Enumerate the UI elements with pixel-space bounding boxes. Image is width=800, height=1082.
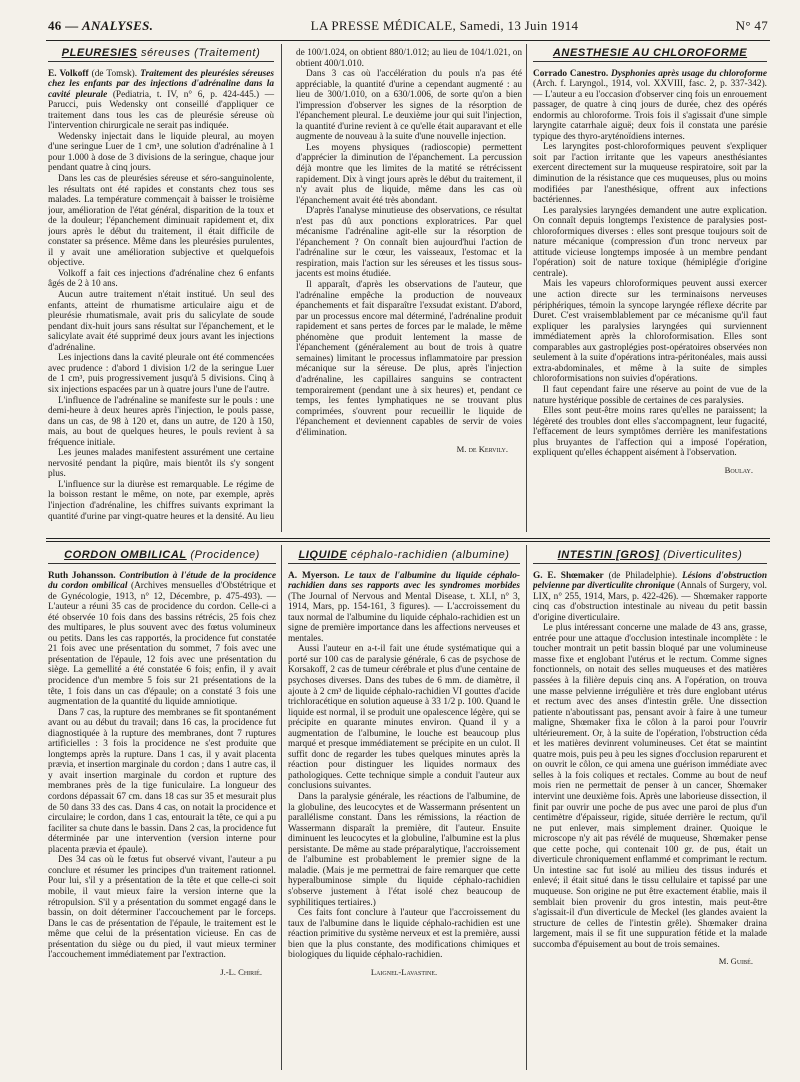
paragraph: Les laryngites post-chloroformiques peuvent s'expliquer soit par l'action irritante que les vapeurs anesthésiantes exercent directement sur la muqueuse respiratoire, soit par la diminution de la résistance que ces muqueuses, plus ou moins modifiées par l'anesthésique, offrent aux infections bactériennes. xyxy=(533,142,767,206)
page-number-section: 46 — ANALYSES. xyxy=(48,18,154,33)
author-signature: J.-L. Chirié. xyxy=(220,966,262,977)
article-lead: A. Myerson. Le taux de l'albumine du liquide céphalo-rachidien dans ses rapports avec les syndromes morbides (The Journal of Nervous and Mental Disease, t. XLI, n° 3, 1914, Mars, pp. 154-161, 3 figures). — L'accroissement du taux normal de l'albumine du liquide céphalo-rachidien est un signe de première importance dans les affections nerveuses et mentales. xyxy=(288,570,520,644)
header-rule xyxy=(46,40,770,41)
section-title: CORDON OMBILICAL (Procidence) xyxy=(48,550,276,564)
column-divider xyxy=(526,545,527,1070)
article-liquide xyxy=(288,550,520,1075)
article-anesthesie xyxy=(533,48,767,534)
paragraph: Mais les vapeurs chloroformiques peuvent aussi exercer une action directe sur les terminaisons nerveuses périphériques, témoin la syncope laryngée réflexe décrite par Duret. C'est vraisemblablement par ce mécanisme qu'il faut expliquer les paralysies laryngées qui surviennent immédiatement après la chloroformisation. Elles sont comparables aux gastroplégies post-opératoires observées non seulement à la suite d'opérations intra-péritonéales, mais aussi extra-abdominales, et même à la suite de simples chloroformisations non suivies d'opérations. xyxy=(533,279,767,385)
section-title: PLEURÉSIES séreuses (Traitement) xyxy=(48,48,274,62)
paragraph: Les moyens physiques (radioscopie) permettent d'apprécier la diminution de l'épanchement. La percussion déjà montre que les limites de la matité se rétrécissent rapidement. Dix à vingt jours après le début du traitement, il n'y avait plus de liquide, même dans les cas où l'épanchement avait été très abondant. xyxy=(296,142,522,206)
issue-number: N° 47 xyxy=(735,18,768,33)
journal-date xyxy=(311,18,579,34)
article-lead: Ruth Johansson. Contribution à l'étude de la procidence du cordon ombilical (Archives mensuelles d'Obstétrique et de Gynécologie, 1913, n° 12, Décembre, p. 475-493). — L'auteur a réuni 35 cas de procidence du cordon. Celle-ci a été observée 10 fois dans des bassins rétrécis, 25 fois chez des multipares, le plus souvent avec des fœtus volumineux ou petits. Dans les cas rapportés, la procidence fut constatée 21 fois avec une présentation du sommet, 7 fois avec une présentation de l'épaule, 12 fois avec une présentation du siège. La gemellité a été constatée 6 fois; enfin, il y avait procidence d'un membre 5 fois sur 21 présentations de la tête, 1 fois dans un cas d'épaule; on a constaté 3 fois une augmentation de la quantité du liquide amniotique. xyxy=(48,570,276,708)
section-title: INTESTIN [GROS] (Diverticulites) xyxy=(533,550,767,564)
author-signature: M. de Kervily. xyxy=(456,444,508,455)
section-title: ANESTHÉSIE AU CHLOROFORME xyxy=(533,48,767,62)
paragraph: Il apparaît, d'après les observations de l'auteur, que l'adrénaline empêche la production de nouveaux épanchements et fait disparaître l'exsudat existant. D'abord, par un processus encore mal déterminé, l'adrénaline produit rapidement et sans pertes de forces par le malade, le même phénomène que produit lentement la masse de l'épanchement (généralement au bout de trois à quatre semaines) limitant le processus inflammatoire par pression mécanique sur la séreuse. De plus, après l'injection d'adrénaline, les capillaires sanguins se contractent temporairement (pendant une à six heures) et, pendant ce temps, les fentes lymphatiques ne se trouvant plus comprimées, s'ouvrent pour recueillir le liquide de l'épanchement et deviennent capables de servir de voies d'élimination. xyxy=(296,280,522,438)
paragraph: Le plus intéressant concerne une malade de 43 ans, grasse, entrée pour une attaque d'occlusion intestinale incomplète : le toucher montrait un petit bassin bloqué par une volumineuse masse fixe et englobant l'utérus et le rectum. Comme signes fonctionnels, on notait des selles muqueuses et des matières passées à la filière depuis cinq ans. A l'opération, on trouva une masse pelvienne irrégulière et très dure englobant utérus et rectum avec des anses d'intestin grêle. Une dissection patiente n'aboutissant pas, pensant avoir à faire à une tumeur maligne, Shœmaker fixa le côlon à la paroi pour l'ouvrir ultérieurement. Or, à la suite de l'opération, l'obstruction céda et les matières devinrent volumineuses. Cet état se maintint quatre mois, puis peu à peu les signes d'occlusion reparurent et on ouvrit le côlon, ce qui amena une guérison immédiate avec selles à la fois coliques et rectales. Comme au bout de neuf mois rien ne permettait de penser à un cancer, Shœmaker intervint une deuxième fois. Après une laborieuse dissection, il finit par ouvrir une poche de pus avec une paroi de plus d'un centimètre d'épaisseur, rigide, située derrière le rectum, qu'il ne put enlever, mais simplement drainer. Quoique le microscope n'y ait pas révélé de muqueuse, Shœmaker pense que cette poche, qui contenait 100 gr. de pus, était un diverticule chroniquement enflammé et comprimant le rectum. Un intestine sac fut isolé au milieu des tissus indurés et enlevé; il était situé dans le tissu cellulaire et tapissé par une muqueuse. Son origine ne put être exactement établie, mais il semblait bien provenir du gros intestin, mais peut-être s'agissait-il d'un diverticule de Meckel (les glandes avaient la structure de celles de l'intestin grêle). Shœmaker draina largement, mais il se fit une suppuration fétide et la malade succomba d'épuisement au bout de trois semaines. xyxy=(533,623,767,950)
paragraph: Dans la paralysie générale, les réactions de l'albumine, de la globuline, des leucocytes et de Wassermann présentent un parallélisme constant. Dans les rémissions, la réaction de Wassermann disparaît la première, dit l'auteur. Ensuite diminuent les leucocytes et la globuline, l'albumine est la plus persistante. De même au stade préparalytique, l'accroissement de l'albumine est probablement le premier signe de la maladie. (Mais je me permettrai de faire remarquer que cette hyperalbuminose simple du liquide céphalo-rachidien s'observe justement à l'état isolé chez beaucoup de syphilitiques tertiaires.) xyxy=(288,792,520,908)
paragraph: L'influence sur la diurèse est remarquable. Le régime de la boisson restant le même, on note, par exemple, après l'injection d'adrénaline, les chiffres suivants exprimant la quantité d'urine par vingt-quatre heures et la densité. Au lieu de 100/1.024, on obtient 880/1.012; au lieu de 104/1.021, on obtient 400/1.010. xyxy=(48,48,522,522)
article-lead: Corrado Canestro. Dysphonies après usage du chloroforme (Arch. f. Laryngol., 1914, vol. XXVIII, fasc. 2, p. 337-342). — L'auteur a eu l'occasion d'observer cinq fois un enrouement passager, de quatre à cinq jours de durée, chez des opérés endormis au chloroforme. Trois fois il s'agissait d'une simple laryngite catarrhale aiguë; deux fois il constata une parésie typique des thyro-aryténoïdiens internes. xyxy=(533,68,767,142)
paragraph: Volkoff a fait ces injections d'adrénaline chez 6 enfants âgés de 2 à 10 ans. xyxy=(48,268,274,290)
paragraph: Les jeunes malades manifestent assurément une certaine nervosité pendant la piqûre, mais bientôt ils s'y songent plus. xyxy=(48,448,274,480)
journal-name: LA PRESSE MÉDICALE, xyxy=(310,18,457,33)
paragraph: Dans 3 cas où l'accélération du pouls n'a pas été appréciable, la quantité d'urine a cependant augmenté : au lieu de 300/1.010, on a 630/1.006, de sorte qu'on a bien l'impression d'observer les signes de la résorption de l'épanchement pleural. Le deuxième jour qui suit l'injection, la quantité d'urine revient à ce qu'elle était auparavant et elle augmente de nouveau à la suite d'une nouvelle injection. xyxy=(296,69,522,143)
paragraph: L'influence de l'adrénaline se manifeste sur le pouls : une demi-heure à deux heures après l'injection, le pouls passe, dans un cas, de 98 à 120 et, dans un autre, de 120 à 150, mais, au bout de quelques heures, le pouls revient à sa fréquence initiale. xyxy=(48,395,274,448)
section-separator-rule xyxy=(46,538,770,542)
paragraph: Wedensky injectait dans le liquide pleural, au moyen d'une seringue Luer de 1 cm³, une solution d'adrénaline à 1 pour 1.000 à dose de 3 divisions de la seringue, chaque jour pendant quatre à cinq jours. xyxy=(48,131,274,174)
paragraph: Dans les cas de pleurésies séreuse et séro-sanguinolente, les résultats ont été rapides et constants chez tous ses malades. La température commençait à baisser le troisième jour, amélioration de l'état général, disparition de la toux et de la douleur; l'épanchement diminuait rapidement et, dix jours après le début du traitement, il était difficile de constater sa présence. Même dans les pleurésies purulentes, il y avait une amélioration subjective et quelquefois objective. xyxy=(48,174,274,269)
issue-date: Samedi, 13 Juin 1914 xyxy=(459,18,579,33)
column-divider xyxy=(281,545,282,1070)
article-intestin xyxy=(533,550,767,1075)
article-cordon xyxy=(48,550,276,1075)
article-pleuresies xyxy=(48,48,522,534)
page-header xyxy=(48,18,768,36)
author-signature: Boulay. xyxy=(724,464,753,475)
paragraph: Aucun autre traitement n'était institué. Un seul des enfants, atteint de rhumatisme articulaire aigu et de pleurésie rhumatismale, avait pris du salicylate de soude pendant dix-huit jours sans résultat sur l'épanchement, et le salicylate avait été supprimé deux jours avant les injections d'adrénaline. xyxy=(48,290,274,353)
paragraph: Les paralysies laryngées demandent une autre explication. On connaît depuis longtemps l'existence de paralysies post-chloroformiques diverses : elles sont presque toujours soit de nature mécanique (compression d'un tronc nerveux par attitude vicieuse longtemps imposée à un membre pendant l'opération) soit de nature toxique (hémiplégie d'origine centrale). xyxy=(533,205,767,279)
article-lead: G. E. Shœmaker (de Philadelphie). Lésions d'obstruction pelvienne par diverticulite chronique (Annals of Surgery, vol. LIX, n° 255, 1914, Mars, p. 422-426). — Shœmaker rapporte cinq cas d'obstruction intestinale au niveau du petit bassin d'origine diverticulaire. xyxy=(533,570,767,623)
section-title: LIQUIDE céphalo-rachidien (albumine) xyxy=(288,550,520,564)
paragraph: Dans 7 cas, la rupture des membranes se fit spontanément avant ou au début du travail; dans 16 cas, la procidence fut diagnostiquée à la rupture des membranes, dont 7 ruptures artificielles : 3 fois la procidence ne s'est produite que longtemps après la rupture. Dans 1 cas, il y avait placenta prævia, et insertion marginale du cordon ; dans 1 autre cas, il y avait insertion marginale du cordon et rupture des membranes près de la tige funiculaire. La longueur des cordons dépassait 67 cm. dans 18 cas sur 35 et mesurait plus de 50 dans 33 des cas. Dans 4 cas, on notait la procidence et circulaire; le cordon, dans 1 cas, entourait la tête, ce qui a pu faciliter sa chute dans le bassin. Dans 2 cas, la procidence fut déterminée par une intervention (version interne pour placenta prævia et épaule). xyxy=(48,707,276,855)
paragraph: D'après l'analyse minutieuse des observations, ce résultat n'est pas dû aux ponctions exploratrices. Par quel mécanisme l'adrénaline agit-elle sur la résorption de l'épanchement ? On connaît bien aujourd'hui l'action de l'adrénaline sur le cœur, les vaisseaux, l'estomac et la respiration, mais l'action sur les séreuses et les tissus sous-jacents est moins étudiée. xyxy=(296,206,522,280)
paragraph: Les injections dans la cavité pleurale ont été commencées avec prudence : d'abord 1 division 1/2 de la seringue Luer de 1 cm³, puis progressivement jusqu'à 5 divisions. Cinq à six injections espacées par un à quatre jours l'une de l'autre. xyxy=(48,353,274,395)
column-divider xyxy=(526,44,527,532)
author-signature: M. Guibé. xyxy=(718,956,753,967)
paragraph: Il faut cependant faire une réserve au point de vue de la nature hystérique possible de certaines de ces paralysies. xyxy=(533,384,767,406)
article-lead: E. Volkoff (de Tomsk). Traitement des pleurésies séreuses chez les enfants par des injections d'adrénaline dans la cavité pleurale (Pediatria, t. IV, n° 6, p. 424-445.) — Parucci, puis Wedensky ont conseillé d'appliquer ce traitement dans tous les cas de pleurésie séreuse où l'intervention chirurgicale ne serait pas indiquée. xyxy=(48,68,275,132)
paragraph: Des 34 cas où le fœtus fut observé vivant, l'auteur a pu conclure et résumer les principes d'un traitement rationnel. Pour lui, s'il y a présentation de la tête et que celle-ci soit mobile, il vaut mieux faire la version interne que la rétropulsion. S'il y a présentation du sommet engagé dans le bassin, on doit déterminer l'accouchement par le forceps. Dans le cas de présentation de l'épaule, le traitement est le même que celui de la présentation vicieuse. En cas de présentation du siège ou du pied, il vaut mieux terminer l'accouchement immédiatement par l'extraction. xyxy=(48,855,276,961)
paragraph: Aussi l'auteur en a-t-il fait une étude systématique qui a porté sur 100 cas de paralysie générale, 6 cas de psychose de Korsakoff, 2 cas de tumeur cérébrale et plus d'une centaine de psychoses diverses. Dans des tubes de 6 mm. de diamètre, il ajoute à 2 cm³ de liquide céphalo-rachidien VI gouttes d'acide trichloracétique en solution aqueuse à 33 1/2 p. 100. Quand le liquide est normal, il se produit une opalescence légère, qui se précipite en quarante minutes environ. Quand il y a augmentation de l'albumine, le louche est beaucoup plus marqué et presque immédiatement se précipite en un culot. Il suffit donc de regarder les tubes quelques minutes après la réaction pour distinguer les liquides normaux des pathologiques. Cette technique simple a conduit l'auteur aux conclusions suivantes. xyxy=(288,644,520,792)
author-signature: Laignel-Lavastine. xyxy=(370,966,438,977)
paragraph: Elles sont peut-être moins rares qu'elles ne paraissent; la légèreté des troubles dont elles s'accompagnent, leur fugacité, l'effacement de leurs symptômes derrière les manifestations plus bruyantes de l'affection qui a imposé l'opération, expliquent qu'elles échappent aisément à l'observation. xyxy=(533,406,767,459)
paragraph: Ces faits font conclure à l'auteur que l'accroissement du taux de l'albumine dans le liquide céphalo-rachidien est une réaction primitive du système nerveux et est la première, aussi bien que la plus constante, des modifications chimiques et biologiques du liquide céphalo-rachidien. xyxy=(288,908,520,961)
